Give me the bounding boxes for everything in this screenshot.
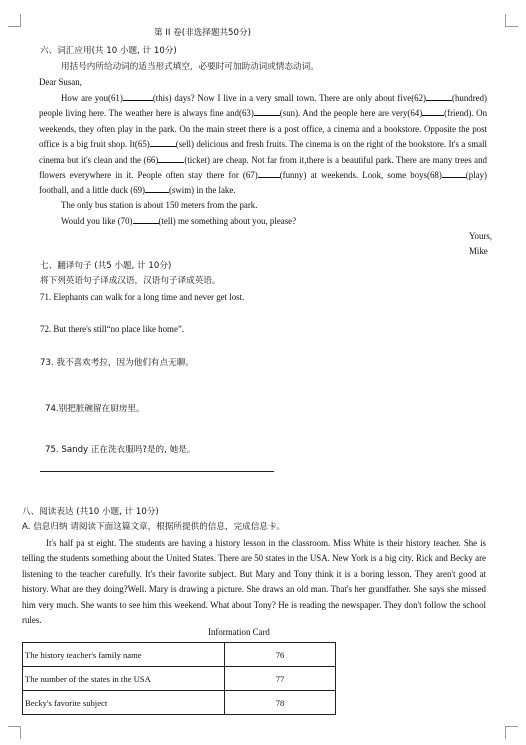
- question-75: 75. Sandy 正在洗衣服吗?是的, 她是。: [45, 445, 196, 455]
- card-row-answer-number[interactable]: 77: [225, 667, 336, 691]
- letter-paragraph-1: [39, 91, 487, 199]
- letter-text: (funny) at weekends. Look, some boys(68): [279, 170, 442, 181]
- answer-blank[interactable]: [254, 106, 280, 116]
- letter-text: (friend). On weekends, they often play in the park. On the main street there is a post office, a cinema and a bookstore. Opposite the post office is a big fruit shop. It(65): [39, 108, 488, 150]
- part-title: 第 II 卷(非选择题共50分): [154, 28, 251, 38]
- letter-greeting: Dear Susan,: [39, 77, 82, 87]
- answer-blank[interactable]: [258, 168, 280, 178]
- letter-paragraph-3: [39, 214, 487, 229]
- information-card-title: Information Card: [208, 627, 270, 637]
- question-74: 74.别把脏碗留在厨房里。: [45, 404, 145, 414]
- card-row-label: The number of the states in the USA: [23, 667, 225, 691]
- question-72: 72. But there's still“no place like home”.: [40, 324, 185, 334]
- letter-text: Would you like (70): [61, 216, 133, 226]
- corner-mark-bottom-left: [8, 726, 21, 739]
- section-7-instruction: 将下列英语句子译成汉语，汉语句子译成英语。: [40, 276, 221, 286]
- letter-signature: Mike: [469, 246, 488, 256]
- card-row-label: The history teacher's family name: [23, 643, 225, 667]
- letter-text: (sun). And the people here are very(64): [279, 108, 423, 119]
- information-card-table: [22, 642, 336, 715]
- letter-closing: Yours,: [469, 231, 493, 241]
- card-row-answer-number[interactable]: 78: [225, 691, 336, 715]
- question-71: 71. Elephants can walk for a long time and never get lost.: [40, 292, 245, 302]
- answer-blank[interactable]: [422, 106, 444, 116]
- letter-text: (tell) me something about you, please?: [158, 216, 297, 226]
- letter-text: (ticket) are cheap. Not far from it,there is a beautiful park. There are many trees and flowers everywhere in it. People often stay there for (67): [39, 154, 487, 181]
- table-row: [23, 643, 336, 667]
- letter-text: How are you(61): [61, 93, 123, 103]
- letter-text: (play) football, and a little duck (69): [39, 170, 487, 196]
- letter-text: (this) days? Now I live in a very small town. There are only about five(62): [152, 93, 426, 103]
- answer-blank[interactable]: [123, 91, 153, 101]
- section-8-title: 八、阅读表达 (共10 小题, 计 10分): [22, 507, 159, 517]
- part-a-instruction: A. 信息归纳 请阅读下面这篇文章，根据所提供的信息，完成信息卡。: [22, 522, 286, 532]
- reading-passage: It's half pa st eight. The students are having a history lesson in the classroom. Miss White is their history teacher. She is telling the students something about the United States. There are 50 states in the USA. New York is a big city. Rick and Becky are listening to the teacher carefully. It's their favorite subject. But Mary and Tony think it is a boring lesson. They aren't good at history. What are they doing?Well. Mary is drawing a picture. She draws an old man. That's her grandfather. She says she missed him very much. She wants to see him this weekend. What about Tony? He is reading the newspaper. They don't follow the school rules.: [22, 538, 486, 626]
- answer-blank[interactable]: [150, 137, 176, 147]
- answer-blank[interactable]: [442, 168, 466, 178]
- table-row: [23, 691, 336, 715]
- corner-mark-top-right: [505, 14, 518, 27]
- answer-blank[interactable]: [133, 214, 159, 224]
- corner-mark-top-left: [8, 14, 21, 27]
- question-73: 73. 我不喜欢考拉，因为他们有点无聊。: [40, 358, 194, 368]
- section-6-instruction: 用括号内所给动词的适当形式填空，必要时可加助动词或情态动词。: [61, 62, 319, 72]
- corner-mark-bottom-right: [505, 726, 518, 739]
- letter-text: (sell) delicious and fresh fruits. The cinema is on the right of the bookstore. It's a small cinema but it's clean and the (66): [39, 139, 487, 165]
- section-6-title: 六、词汇应用(共 10 小题, 计 10分): [40, 46, 177, 56]
- letter-paragraph-2: The only bus station is about 150 meters from the park.: [61, 200, 258, 210]
- letter-text: (hundred) people living here. The weather here is always fine and(63): [39, 93, 487, 119]
- table-row: [23, 667, 336, 691]
- section-7-title: 七、翻译句子 (共5 小题, 计 10分): [40, 261, 172, 271]
- answer-blank[interactable]: [145, 183, 169, 193]
- answer-blank[interactable]: [426, 91, 452, 101]
- letter-text: (swim) in the lake.: [168, 185, 236, 196]
- card-row-label: Becky's favorite subject: [23, 691, 225, 715]
- answer-line: [40, 471, 274, 472]
- card-row-answer-number[interactable]: 76: [225, 643, 336, 667]
- answer-blank[interactable]: [158, 153, 184, 163]
